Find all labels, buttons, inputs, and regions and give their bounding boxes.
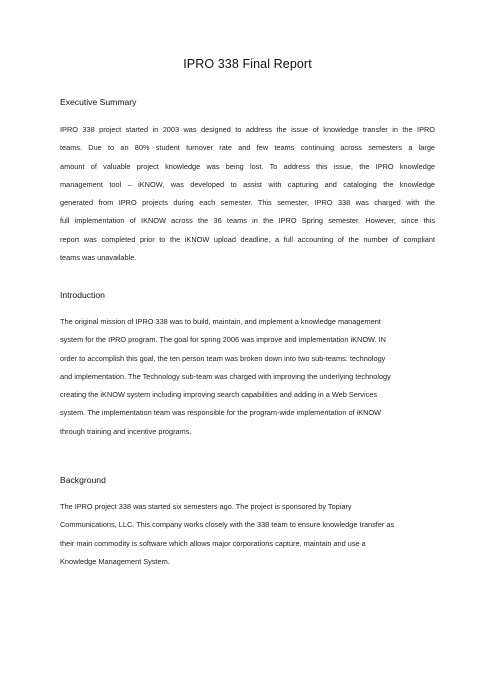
text-line: generated from IPRO projects during each semester. This semester, IPRO 338 was charged with the: [60, 198, 435, 208]
section-heading-introduction: Introduction: [60, 290, 105, 300]
text-line: order to accomplish this goal, the ten person team was broken down into two sub-teams: technology: [60, 353, 386, 363]
paragraph-introduction: [60, 313, 391, 441]
paragraph-executive-summary: [60, 121, 435, 267]
text-line: report was completed prior to the iKNOW upload deadline, a full accounting of the number of compliant: [60, 234, 435, 244]
text-line: system for the IPRO program. The goal for spring 2006 was improve and implementation iKNOW. IN: [60, 335, 386, 345]
text-line: Communications, LLC. This company works closely with the 338 team to ensure knowledge transfer as: [60, 520, 395, 530]
text-line: teams. Due to an 80% student turnover rate and few teams continuing across semesters a large: [60, 143, 435, 153]
document-title: IPRO 338 Final Report: [183, 57, 312, 71]
text-line: IPRO 338 project started in 2003 was designed to address the issue of knowledge transfer in the IPRO: [60, 125, 435, 134]
text-line: The original mission of IPRO 338 was to build, maintain, and implement a knowledge management: [60, 317, 381, 326]
section-heading-background: Background: [60, 475, 106, 485]
paragraph-background: [60, 498, 394, 571]
text-line: full implementation of IKNOW across the 36 teams in the IPRO Spring semester. However, since this: [60, 216, 435, 226]
section-heading-executive-summary: Executive Summary: [60, 97, 137, 107]
text-line: management tool – iKNOW, was developed to assist with capturing and cataloging the knowledge: [60, 179, 435, 189]
text-line: Knowledge Management System.: [60, 556, 170, 566]
text-line: system. The implementation team was responsible for the program-wide implementation of iKNOW: [60, 408, 382, 418]
text-line: and implementation. The Technology sub-team was charged with improving the underlying technology: [60, 371, 391, 381]
text-line: The IPRO project 338 was started six semesters ago. The project is sponsored by Topiary: [60, 502, 352, 511]
text-line: their main commodity is software which allows major corporations capture, maintain and use a: [60, 538, 366, 548]
text-line: through training and incentive programs.: [60, 426, 192, 436]
text-line: teams was unavailable.: [60, 253, 137, 263]
text-line: amount of valuable project knowledge was being lost. To address this issue, the IPRO knowledge: [60, 161, 435, 171]
text-line: creating the iKNOW system including improving search capabilities and adding in a Web Services: [60, 390, 378, 400]
